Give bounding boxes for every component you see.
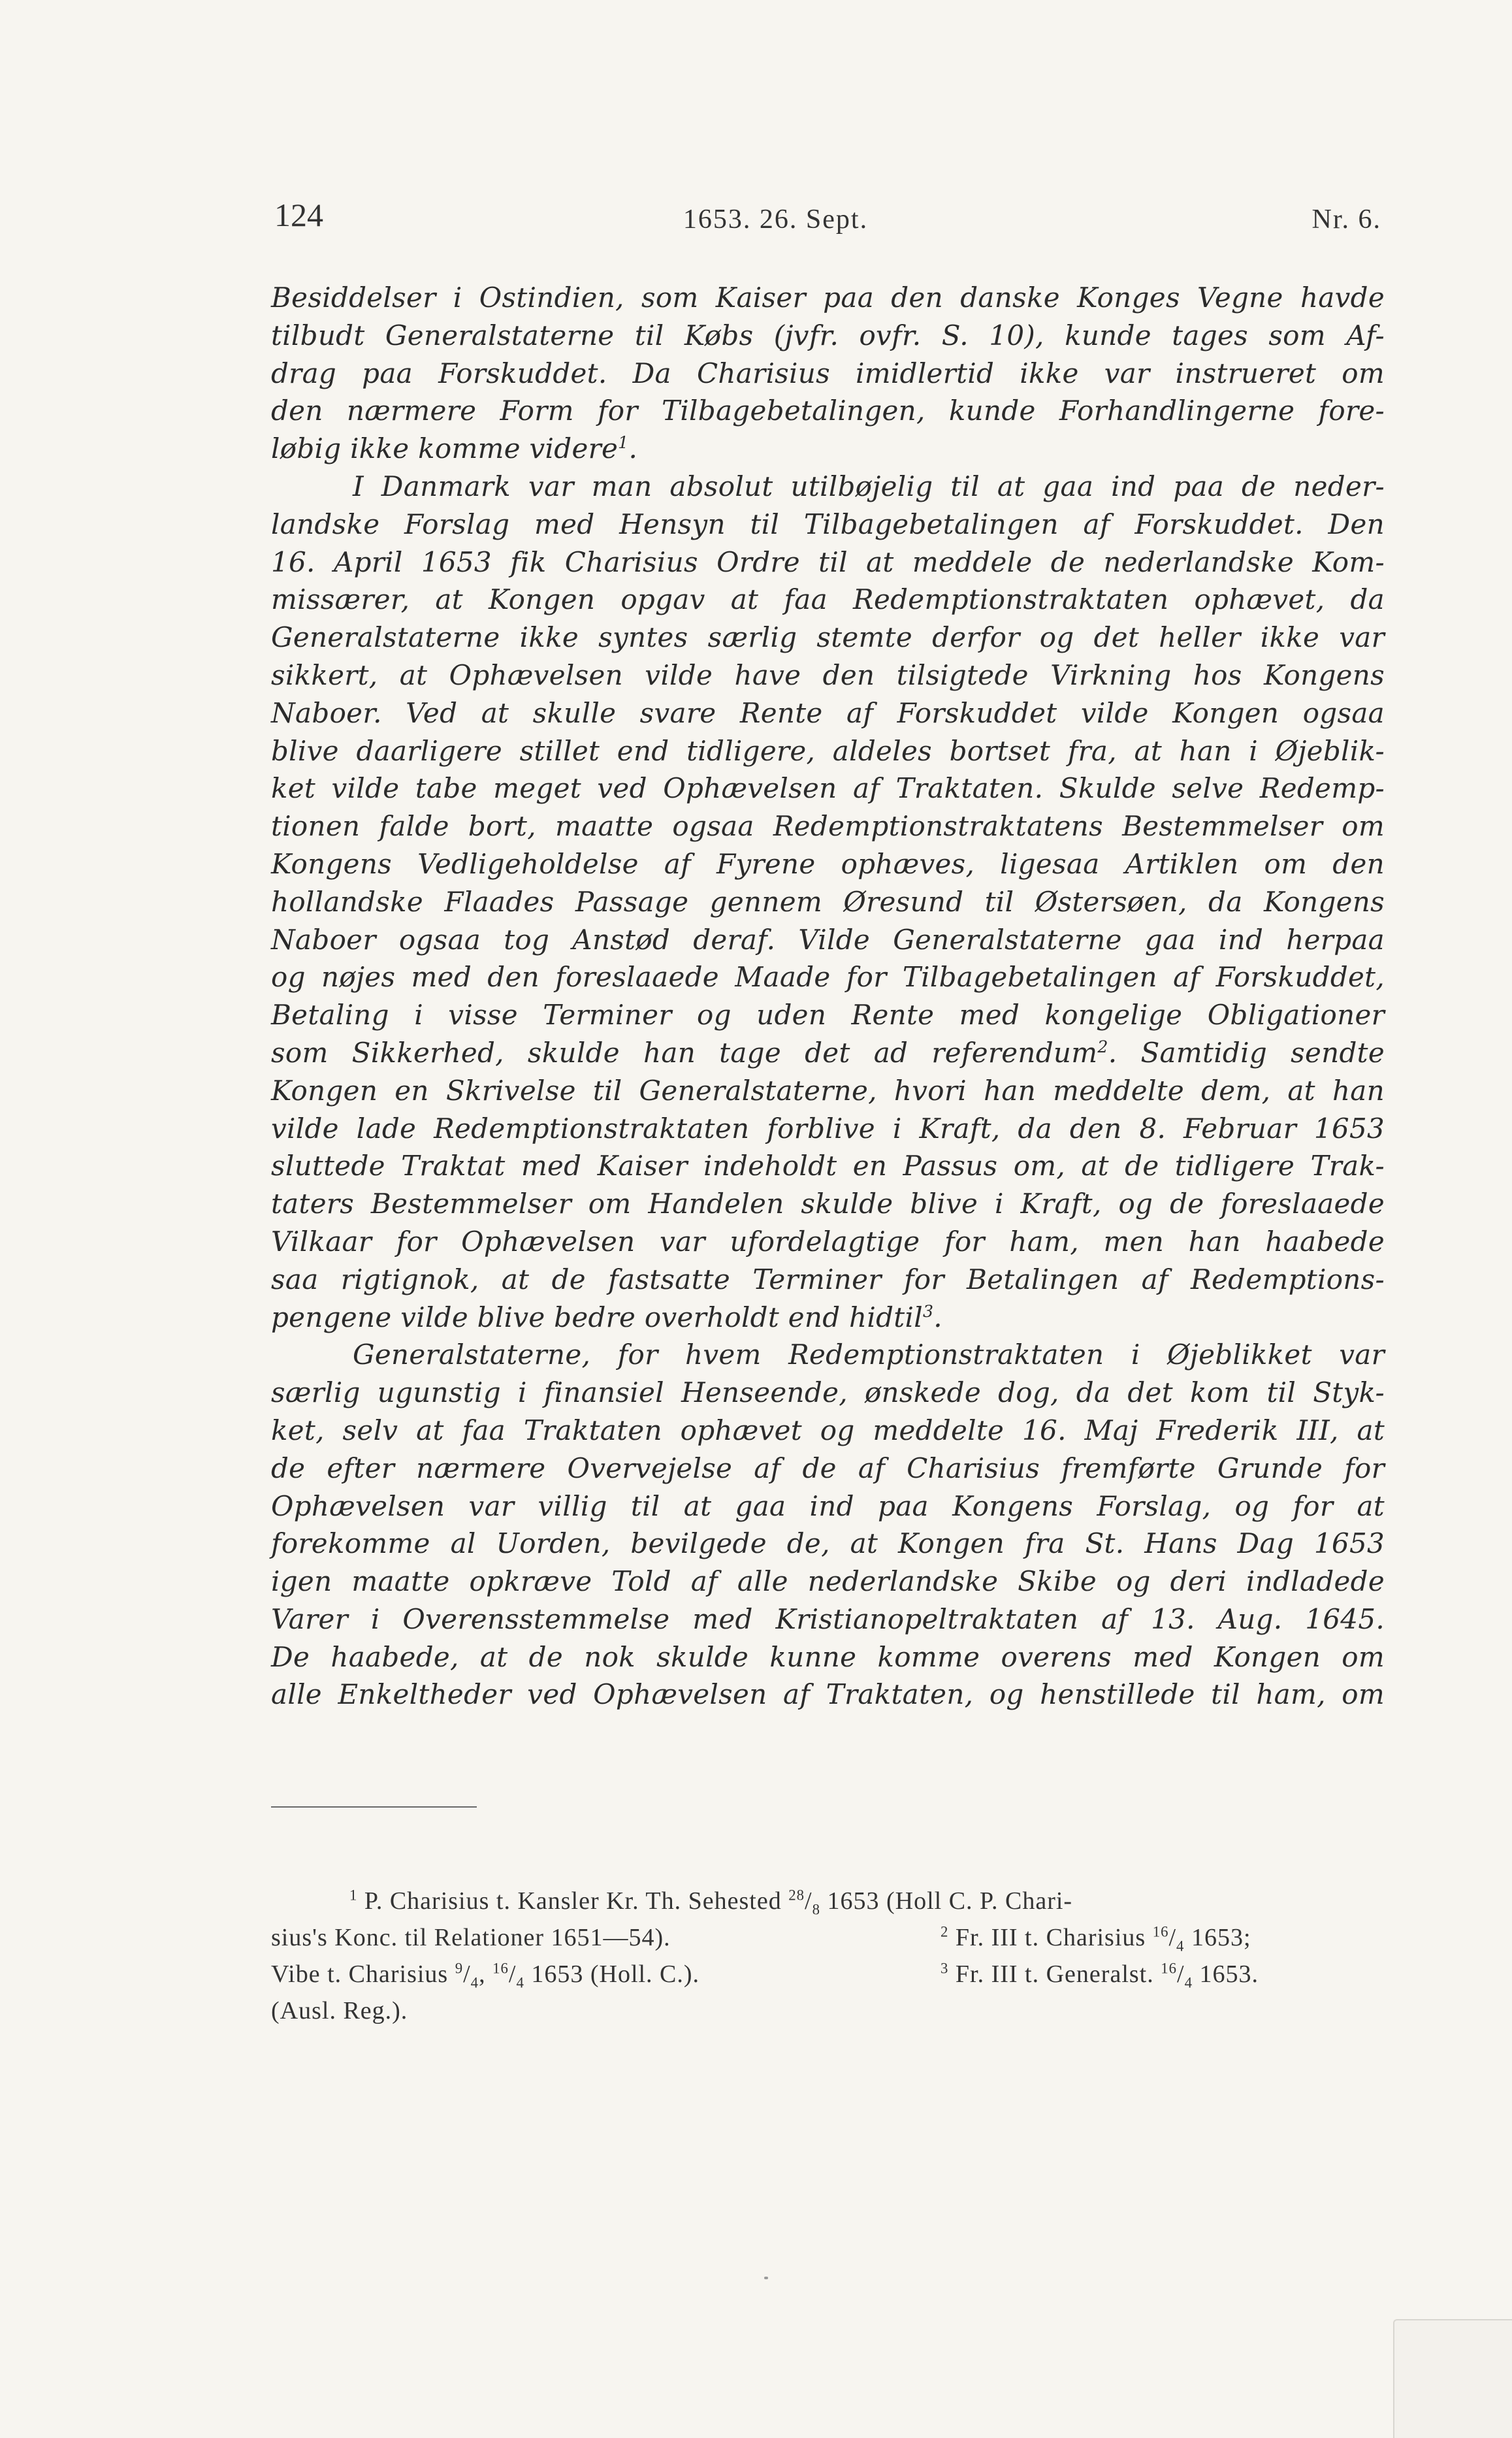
- text-line: løbig ikke komme videre$^1$.: [271, 432, 638, 465]
- text-line: Naboer. Ved at skulle svare Rente af Forskuddet vilde Kongen ogsaa: [271, 696, 1385, 729]
- footnote-mark: 1: [349, 1887, 358, 1904]
- text-line: og nøjes med den foreslaaede Maade for Tilbagebetalingen af Forskuddet,: [271, 961, 1385, 994]
- page-corner: [1393, 2319, 1512, 2438]
- text-line: ket, selv at faa Traktaten ophævet og meddelte 16. Maj Frederik III, at: [271, 1414, 1385, 1446]
- text-line: de efter nærmere Overvejelse af de af Charisius fremførte Grunde for: [271, 1452, 1385, 1484]
- body-text: [271, 279, 1385, 1714]
- footnote-divider: [271, 1806, 477, 1808]
- footnote-mark: 2: [941, 1923, 949, 1940]
- text-line: Kongens Vedligeholdelse af Fyrene ophæves, ligesaa Artiklen om den: [271, 847, 1385, 880]
- text-line: taters Bestemmelser om Handelen skulde blive i Kraft, og de foreslaaede: [271, 1188, 1385, 1220]
- text-line: blive daarligere stillet end tidligere, aldeles bortset fra, at han i Øjeblik-: [271, 734, 1385, 767]
- text-line: Generalstaterne, for hvem Redemptionstraktaten i Øjeblikket var: [353, 1339, 1385, 1371]
- page-header: [0, 196, 1512, 248]
- footnote-line: (Ausl. Reg.).: [271, 1997, 408, 2024]
- footnote-line: sius's Konc. til Relationer 1651—54). $^2$ Fr. III t. Charisius $^{16}/_4$ 1653;: [271, 1923, 1251, 1955]
- text-line: alle Enkeltheder ved Ophævelsen af Traktaten, og henstillede til ham, om: [271, 1678, 1385, 1711]
- footnote-ref: 1: [618, 433, 629, 453]
- text-line: pengene vilde blive bedre overholdt end hidtil$^3$.: [271, 1301, 942, 1333]
- text-line: ket vilde tabe meget ved Ophævelsen af Traktaten. Skulde selve Redemp-: [271, 772, 1385, 805]
- text-line: Kongen en Skrivelse til Generalstaterne, hvori han meddelte dem, at han: [271, 1074, 1385, 1107]
- text-line: tilbudt Generalstaterne til Købs (jvfr. ovfr. S. 10), kunde tages som Af-: [271, 319, 1385, 351]
- text-line: saa rigtignok, at de fastsatte Terminer for Betalingen af Redemptions-: [271, 1263, 1385, 1295]
- text-line: vilde lade Redemptionstraktaten forblive i Kraft, da den 8. Februar 1653: [271, 1112, 1385, 1145]
- page-number: 124: [274, 197, 323, 233]
- text-line: forekomme al Uorden, bevilgede de, at Kongen fra St. Hans Dag 1653: [271, 1527, 1385, 1560]
- text-line: Betaling i visse Terminer og uden Rente med kongelige Obligationer: [271, 999, 1385, 1032]
- footnote-ref: 3: [922, 1301, 934, 1321]
- text-line: Ophævelsen var villig til at gaa ind paa Kongens Forslag, og for at: [271, 1489, 1385, 1522]
- header-date: 1653. 26. Sept.: [683, 204, 869, 235]
- text-line: den nærmere Form for Tilbagebetalingen, kunde Forhandlingerne fore-: [271, 395, 1385, 427]
- text-line: Varer i Overensstemmelse med Kristianopeltraktaten af 13. Aug. 1645.: [271, 1602, 1385, 1635]
- text-line: De haabede, at de nok skulde kunne komme overens med Kongen om: [271, 1640, 1385, 1673]
- document-number: Nr. 6.: [1311, 204, 1381, 235]
- text-line: sluttede Traktat med Kaiser indeholdt en Passus om, at de tidligere Trak-: [271, 1150, 1385, 1182]
- text-line: Besiddelser i Ostindien, som Kaiser paa den danske Konges Vegne havde: [271, 282, 1385, 314]
- footnotes: [271, 1883, 1381, 2029]
- text-line: Naboer ogsaa tog Anstød deraf. Vilde Generalstaterne gaa ind herpaa: [271, 923, 1385, 956]
- text-line: drag paa Forskuddet. Da Charisius imidlertid ikke var instrueret om: [271, 357, 1385, 389]
- text-line: hollandske Flaades Passage gennem Øresund til Østersøen, da Kongens: [271, 885, 1385, 918]
- text-line: sikkert, at Ophævelsen vilde have den tilsigtede Virkning hos Kongens: [271, 658, 1385, 691]
- text-line: Vilkaar for Ophævelsen var ufordelagtige for ham, men han haabede: [271, 1225, 1385, 1258]
- text-line: særlig ugunstig i finansiel Henseende, ønskede dog, da det kom til Styk-: [271, 1376, 1385, 1409]
- text-line: tionen falde bort, maatte ogsaa Redemptionstraktatens Bestemmelser om: [271, 810, 1385, 843]
- text-line: som Sikkerhed, skulde han tage det ad referendum$^2$. Samtidig sendte: [271, 1036, 1385, 1069]
- footnote-line: $^1$ P. Charisius t. Kansler Kr. Th. Sehested $^{28}/_8$ 1653 (Holl C. P. Chari-: [349, 1887, 1073, 1918]
- text-line: I Danmark var man absolut utilbøjelig til at gaa ind paa de neder-: [353, 470, 1385, 502]
- text-line: landske Forslag med Hensyn til Tilbagebetalingen af Forskuddet. Den: [271, 508, 1385, 540]
- text-line: Generalstaterne ikke syntes særlig stemte derfor og det heller ikke var: [271, 621, 1385, 654]
- footnote-ref: 2: [1097, 1037, 1108, 1056]
- paper-speck: [764, 2277, 768, 2279]
- text-line: igen maatte opkræve Told af alle nederlandske Skibe og deri indladede: [271, 1565, 1385, 1598]
- footnote-mark: 3: [941, 1960, 949, 1977]
- text-line: 16. April 1653 fik Charisius Ordre til at meddele de nederlandske Kom-: [271, 545, 1385, 578]
- text-line: missærer, at Kongen opgav at faa Redemptionstraktaten ophævet, da: [271, 583, 1385, 616]
- footnote-line: Vibe t. Charisius $^9/_4$, $^{16}/_4$ 1653 (Holl. C.). $^3$ Fr. III t. Generalst. $^{16}/_4$ 1653.: [271, 1960, 1259, 1991]
